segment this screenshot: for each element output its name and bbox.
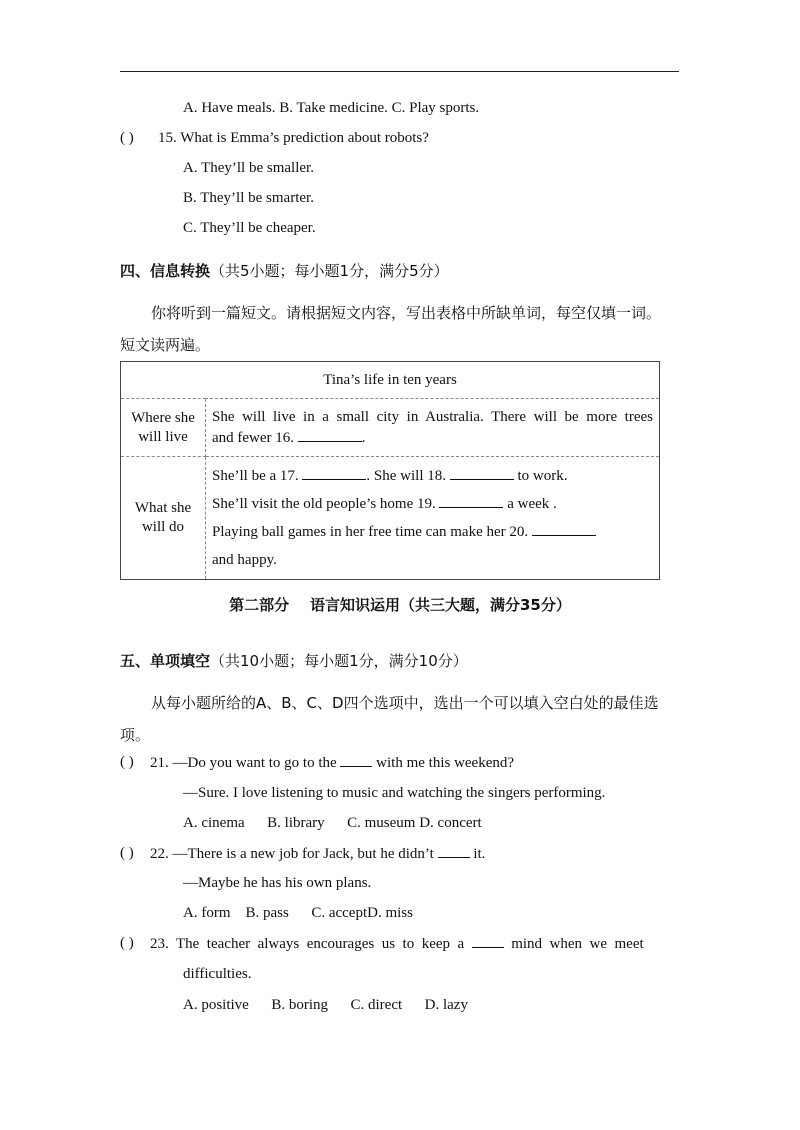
blank-17[interactable] xyxy=(302,465,366,480)
section4-heading xyxy=(120,260,449,281)
q22-options: A. form B. pass C. acceptD. miss xyxy=(183,905,413,921)
section4-instruction-line2: 短文读两遍。 xyxy=(120,336,211,354)
q22-answer-paren[interactable]: ( ) xyxy=(120,845,134,861)
row2-content xyxy=(206,457,660,580)
blank-18[interactable] xyxy=(450,465,514,480)
row2-l2-text-a: She’ll visit the old people’s home 19. xyxy=(212,496,436,512)
info-table xyxy=(120,361,660,580)
section5-note: （共10小题；每小题1分，满分10分） xyxy=(210,652,468,670)
row1-label xyxy=(121,399,206,457)
q23-options: A. positive B. boring C. direct D. lazy xyxy=(183,997,468,1013)
table-caption: Tina’s life in ten years xyxy=(121,362,660,399)
q22-question xyxy=(150,843,485,864)
row2-l3-text-a: Playing ball games in her free time can make her 20. xyxy=(212,524,529,540)
q21-blank[interactable] xyxy=(340,752,372,767)
q22-reply: —Maybe he has his own plans. xyxy=(183,875,372,891)
section4-note: （共5小题；每小题1分，满分5分） xyxy=(210,262,449,280)
q23-text-b: mind when we meet xyxy=(511,936,644,952)
q21-text-b: with me this weekend? xyxy=(376,755,515,771)
row2-l1-text-a: She’ll be a 17. xyxy=(212,468,299,484)
row2-line4: and happy. xyxy=(212,552,277,568)
q15-question: 15. What is Emma’s prediction about robots? xyxy=(158,130,429,146)
row2-l2-text-b: a week . xyxy=(507,496,557,512)
row2-line1 xyxy=(212,462,653,490)
q23-answer-paren[interactable]: ( ) xyxy=(120,935,134,951)
row2-label xyxy=(121,457,206,580)
section5-instruction-line1: 从每小题所给的A、B、C、D四个选项中，选出一个可以填入空白处的最佳选 xyxy=(151,694,659,712)
part2-title: 第二部分 语言知识运用（共三大题，满分35分） xyxy=(229,596,571,614)
q15-option-c: C. They’ll be cheaper. xyxy=(183,220,316,236)
q23-text-a: 23. The teacher always encourages us to keep a xyxy=(150,936,465,952)
q22-text-a: 22. —There is a new job for Jack, but he didn’t xyxy=(150,846,434,862)
q21-options: A. cinema B. library C. museum D. concert xyxy=(183,815,482,831)
q22-text-b: it. xyxy=(473,846,486,862)
section4-instruction-line1: 你将听到一篇短文。请根据短文内容，写出表格中所缺单词，每空仅填一词。 xyxy=(151,304,662,322)
blank-20[interactable] xyxy=(532,521,596,536)
row1-line2-text: and fewer 16. xyxy=(212,429,295,446)
section4-title: 四、信息转换 xyxy=(120,262,211,280)
blank-16[interactable] xyxy=(298,427,362,442)
row2-label-line2: will do xyxy=(141,519,185,535)
q14-options: A. Have meals. B. Take medicine. C. Play sports. xyxy=(183,100,480,116)
section5-title: 五、单项填空 xyxy=(120,652,211,670)
q15-option-a: A. They’ll be smaller. xyxy=(183,160,314,176)
row1-line1: She will live in a small city in Australia. There will be more trees xyxy=(212,408,653,425)
q21-text-a: 21. —Do you want to go to the xyxy=(150,755,337,771)
row2-l1-text-c: to work. xyxy=(517,468,568,484)
blank-19[interactable] xyxy=(439,493,503,508)
row1-label-line2: will live xyxy=(138,428,188,445)
q15-answer-paren[interactable]: ( ) xyxy=(120,130,134,146)
row1-label-line1: Where she xyxy=(131,409,195,426)
row1-line2: and fewer 16. . xyxy=(212,427,653,448)
q21-question xyxy=(150,752,514,773)
q22-blank[interactable] xyxy=(438,843,470,858)
q21-answer-paren[interactable]: ( ) xyxy=(120,754,134,770)
row2-label-line1: What she xyxy=(134,500,192,516)
row1-content xyxy=(206,399,660,457)
row2-line3 xyxy=(212,518,653,546)
row2-l1-text-b: . She will 18. xyxy=(366,468,446,484)
section5-instruction-line2: 项。 xyxy=(120,726,151,744)
q23-blank[interactable] xyxy=(472,933,504,948)
section5-heading xyxy=(120,650,468,671)
q21-reply: —Sure. I love listening to music and watching the singers performing. xyxy=(183,785,606,801)
q15-option-b: B. They’ll be smarter. xyxy=(183,190,314,206)
top-rule xyxy=(120,71,679,72)
row2-line2 xyxy=(212,490,653,518)
q23-question xyxy=(150,933,644,954)
q23-question-line2: difficulties. xyxy=(183,966,252,982)
